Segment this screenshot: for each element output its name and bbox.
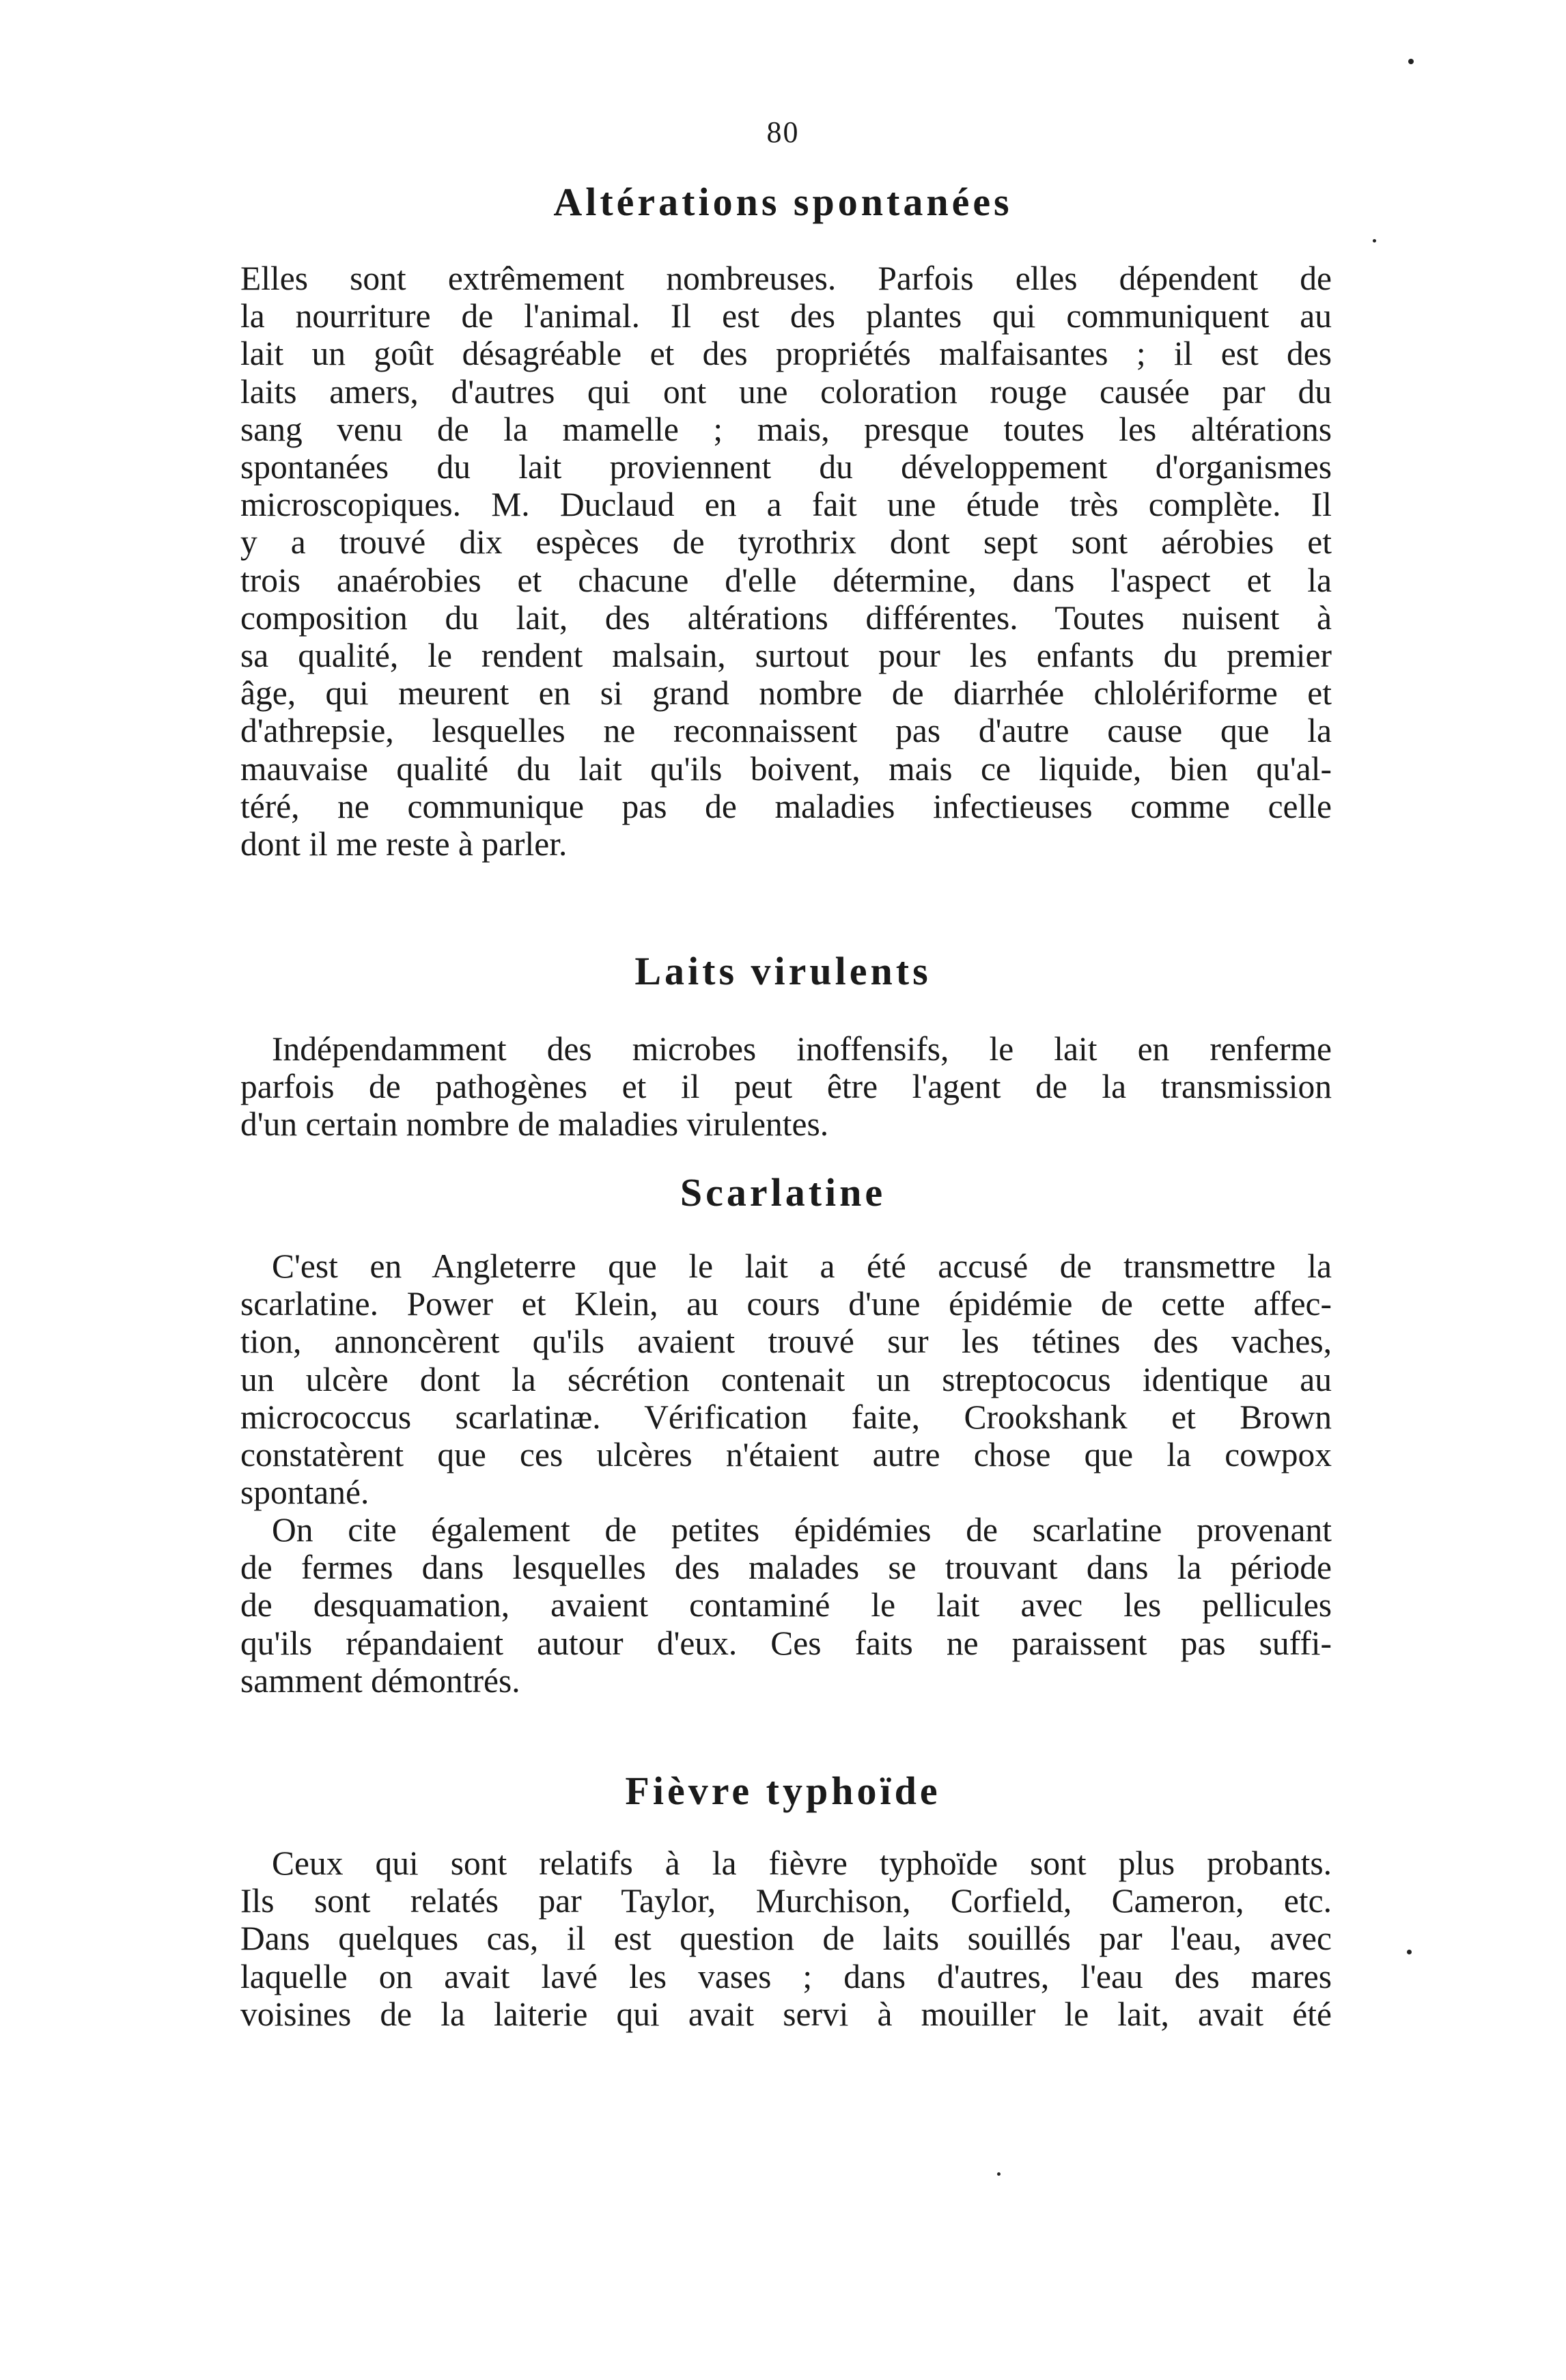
text-line (240, 1844, 1332, 1882)
scan-speck (1407, 1950, 1412, 1954)
text-line-content: C'est en Angleterre que le lait a été accusé de transmettre la (272, 1247, 1332, 1285)
text-line: laquelle on avait lavé les vases ; dans d'autres, l'eau des mares (240, 1957, 1332, 1995)
text-line: constatèrent que ces ulcères n'étaient autre chose que la cowpox (240, 1436, 1332, 1474)
text-line: scarlatine. Power et Klein, au cours d'une épidémie de cette affec- (240, 1285, 1332, 1323)
text-line: d'athrepsie, lesquelles ne reconnaissent pas d'autre cause que la (240, 712, 1332, 750)
text-line: parfois de pathogènes et il peut être l'agent de la transmission (240, 1068, 1332, 1106)
text-line (240, 1511, 1332, 1549)
section-heading-fievre-typhoide: Fièvre typhoïde (625, 1769, 941, 1813)
paragraph-scarlatine-1 (240, 1247, 1332, 1511)
scan-speck (1408, 59, 1414, 64)
text-line-content: Ceux qui sont relatifs à la fièvre typhoïde sont plus probants. (272, 1844, 1332, 1882)
text-line: spontané. (240, 1473, 369, 1512)
text-line: micrococcus scarlatinæ. Vérification faite, Crookshank et Brown (240, 1398, 1332, 1436)
text-line: un ulcère dont la sécrétion contenait un streptococus identique au (240, 1360, 1332, 1398)
text-line: Elles sont extrêmement nombreuses. Parfois elles dépendent de (240, 260, 1332, 297)
text-line: mauvaise qualité du lait qu'ils boivent, mais ce liquide, bien qu'al- (240, 749, 1332, 788)
text-line: lait un goût désagréable et des propriétés malfaisantes ; il est des (240, 335, 1332, 373)
text-line: qu'ils répandaient autour d'eux. Ces faits ne paraissent pas suffi- (240, 1624, 1332, 1662)
text-line: laits amers, d'autres qui ont une coloration rouge causée par du (240, 372, 1332, 411)
text-line: samment démontrés. (240, 1661, 520, 1700)
text-line: de desquamation, avaient contaminé le lait avec les pellicules (240, 1586, 1332, 1624)
section-heading-scarlatine: Scarlatine (680, 1170, 886, 1215)
text-line: sa qualité, le rendent malsain, surtout pour les enfants du premier (240, 637, 1332, 675)
text-line: spontanées du lait proviennent du développement d'organismes (240, 448, 1332, 486)
section-heading-alterations-spontanees: Altérations spontanées (553, 180, 1013, 224)
page-number: 80 (766, 115, 800, 149)
paragraph-alterations (240, 260, 1332, 863)
text-line: âge, qui meurent en si grand nombre de diarrhée chlolériforme et (240, 674, 1332, 712)
text-line: Ils sont relatés par Taylor, Murchison, Corfield, Cameron, etc. (240, 1882, 1332, 1920)
paragraph-scarlatine-2 (240, 1511, 1332, 1700)
text-line: y a trouvé dix espèces de tyrothrix dont sept sont aérobies et (240, 523, 1332, 562)
text-line: téré, ne communique pas de maladies infectieuses comme celle (240, 787, 1332, 825)
text-line-content: Indépendamment des microbes inoffensifs, le lait en renferme (272, 1030, 1332, 1068)
text-line (240, 1247, 1332, 1285)
text-line: tion, annoncèrent qu'ils avaient trouvé sur les tétines des vaches, (240, 1323, 1332, 1361)
text-line: Dans quelques cas, il est question de laits souillés par l'eau, avec (240, 1920, 1332, 1958)
text-line (240, 1030, 1332, 1068)
paragraph-fievre-typhoide (240, 1844, 1332, 2033)
paragraph-laits-virulents (240, 1030, 1332, 1144)
text-line: trois anaérobies et chacune d'elle détermine, dans l'aspect et la (240, 561, 1332, 599)
text-line: de fermes dans lesquelles des malades se trouvant dans la période (240, 1549, 1332, 1587)
section-heading-laits-virulents: Laits virulents (634, 949, 932, 993)
text-line: composition du lait, des altérations différentes. Toutes nuisent à (240, 598, 1332, 637)
scan-speck (997, 2172, 1001, 2176)
text-line: microscopiques. M. Duclaud en a fait une étude très complète. Il (240, 486, 1332, 524)
text-line: la nourriture de l'animal. Il est des plantes qui communiquent au (240, 297, 1332, 335)
text-line: sang venu de la mamelle ; mais, presque toutes les altérations (240, 410, 1332, 448)
text-line: dont il me reste à parler. (240, 825, 568, 863)
text-line: voisines de la laiterie qui avait servi à mouiller le lait, avait été (240, 1995, 1332, 2033)
text-line: d'un certain nombre de maladies virulentes. (240, 1105, 829, 1144)
scan-speck (1373, 239, 1376, 243)
text-line-content: On cite également de petites épidémies de scarlatine provenant (272, 1511, 1332, 1549)
